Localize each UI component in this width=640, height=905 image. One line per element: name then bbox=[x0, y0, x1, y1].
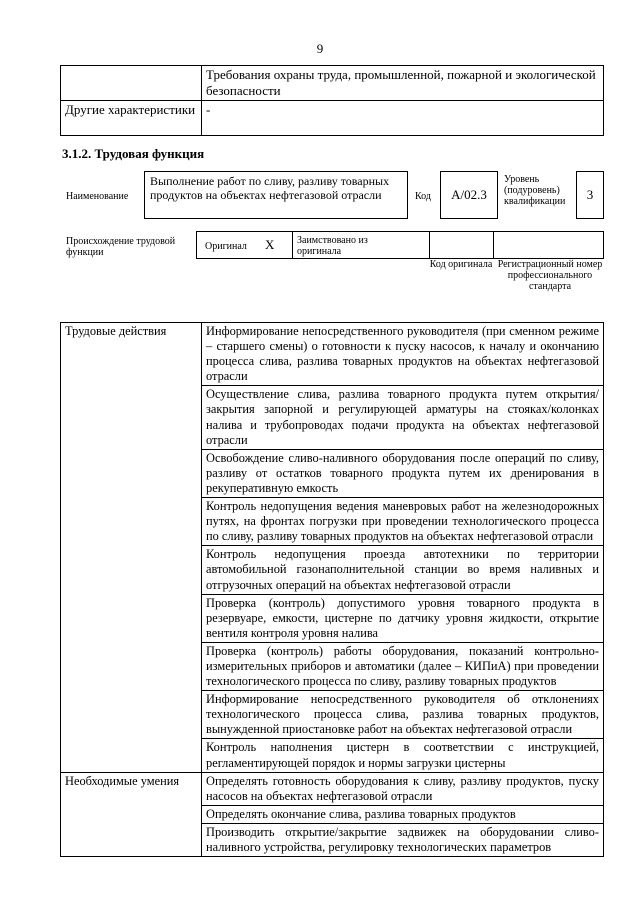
origin-table bbox=[196, 231, 604, 259]
original-mark: X bbox=[265, 237, 275, 252]
code-label: Код bbox=[415, 191, 431, 202]
code-original-label: Код оригинала bbox=[429, 259, 493, 270]
other-characteristics-value: - bbox=[202, 101, 604, 136]
level-value: 3 bbox=[586, 187, 594, 202]
level-label: Уровень (подуровень) квалификации bbox=[504, 174, 566, 207]
labor-action-7: Проверка (контроль) работы оборудования, показаний контрольно-измерительных приборов и автоматики (далее – КИПиА) при проведении технологического процесса по сливу, разливу товарных продуктов bbox=[202, 642, 604, 690]
origin-label: Происхождение трудовой функции bbox=[66, 236, 176, 258]
labor-action-5: Контроль недопущения проезда автотехники по территории автомобильной газонаполнительной станции во время наливных и отгрузочных операций на объектах нефтегазовой отрасли bbox=[202, 546, 604, 594]
name-label: Наименование bbox=[66, 191, 129, 202]
skill-3: Производить открытие/закрытие задвижек на оборудовании сливо-наливного устройства, регулировку технологических параметров bbox=[202, 823, 604, 856]
skill-1: Определять готовность оборудования к сливу, разливу продуктов, пуску насосов на объектах нефтегазовой отрасли bbox=[202, 772, 604, 805]
labor-actions-label: Трудовые действия bbox=[61, 323, 202, 773]
labor-action-2: Осуществление слива, разлива товарного продукта путем открытия/закрытия запорной и регулирующей арматуры на стояках/колонках налива и трубопроводах подачи продукта на объектах нефтегазовой отрасли bbox=[202, 386, 604, 449]
labor-action-4: Контроль недопущения ведения маневровых работ на железнодорожных путях, на фронтах погрузки при проведении технологического процесса по сливу, разливу товарных продуктов на объектах нефтегазовой отрасли bbox=[202, 498, 604, 546]
main-table bbox=[60, 322, 604, 857]
skill-2: Определять окончание слива, разлива товарных продуктов bbox=[202, 805, 604, 823]
section-heading: 3.1.2. Трудовая функция bbox=[62, 146, 205, 161]
labor-action-9: Контроль наполнения цистерн в соответствии с инструкцией, регламентирующей порядок и нормы загрузки цистерны bbox=[202, 739, 604, 772]
labor-action-8: Информирование непосредственного руководителя об отклонениях технологического процесса слива, разлива товарных продуктов, вынужденной приостановке работ на объектах нефтегазовой отрасли bbox=[202, 691, 604, 739]
borrowed-label: Заимствовано из оригинала bbox=[297, 235, 368, 257]
skills-label: Необходимые умения bbox=[61, 772, 202, 856]
top-table bbox=[60, 65, 604, 136]
code-value: А/02.3 bbox=[451, 187, 487, 202]
labor-action-3: Освобождение сливо-наливного оборудования после операций по сливу, разливу от остатков товарного продукта путем их дренирования в рекуперативную емкость bbox=[202, 449, 604, 497]
labor-action-1: Информирование непосредственного руководителя (при сменном режиме – старшего смены) о готовности к пуску насосов, к началу и окончанию процесса слива, разлива товарных продуктов на объектах нефтегазовой отрасли bbox=[202, 323, 604, 386]
function-name: Выполнение работ по сливу, разливу товарных продуктов на объектах нефтегазовой отрасли bbox=[150, 174, 390, 202]
reg-number-label: Регистрационный номер профессионального стандарта bbox=[497, 259, 603, 292]
labor-action-6: Проверка (контроль) допустимого уровня товарного продукта в резервуаре, емкости, цистерне по датчику уровня жидкости, открытие вентиля контроля уровня налива bbox=[202, 594, 604, 642]
code-box bbox=[440, 171, 498, 219]
function-name-box bbox=[144, 171, 408, 219]
requirements-cell: Требования охраны труда, промышленной, пожарной и экологической безопасности bbox=[202, 66, 604, 101]
original-label: Оригинал bbox=[205, 241, 247, 252]
level-box bbox=[576, 171, 604, 219]
other-characteristics-label: Другие характеристики bbox=[61, 101, 202, 136]
page-number: 9 bbox=[316, 41, 324, 56]
